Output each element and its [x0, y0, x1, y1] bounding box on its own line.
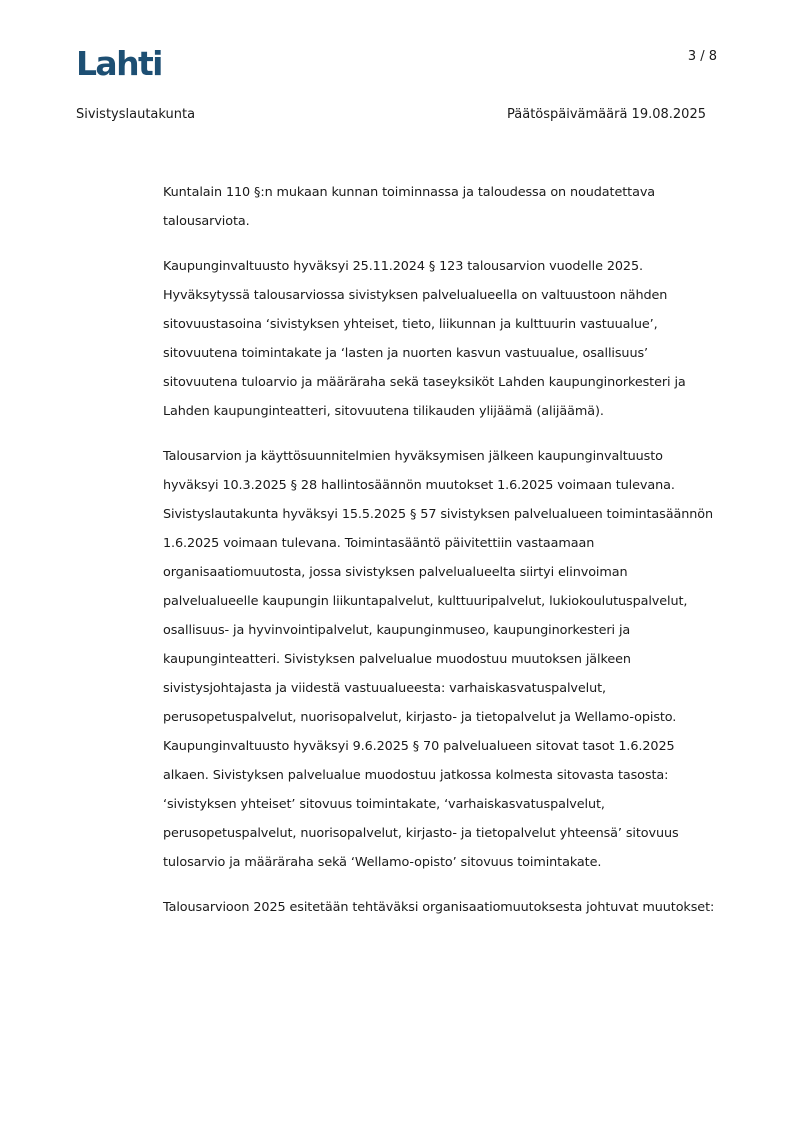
document-body [163, 178, 715, 938]
org-name: Sivistyslautakunta [76, 107, 196, 122]
paragraph-budget-changes: Talousarvioon 2025 esitetään tehtäväksi organisaatiomuutoksesta johtuvat muutokset: [163, 900, 715, 915]
lahti-logo: Lahti [76, 44, 162, 83]
paragraph-budget-approval: Kaupunginvaltuusto hyväksyi 25.11.2024 § 123 talousarvion vuodelle 2025. Hyväksytyssä talousarviossa sivistyksen palvelualueella on valtuustoon nähden sitovuustasoina ‘sivistyksen yhteiset, tieto, liikunnan ja kulttuurin vastuualue’, sitovuutena toimintakate ja ‘lasten ja nuorten kasvun vastuualue, osallisuus’ sitovuutena tuloarvio ja määräraha sekä taseyksiköt Lahden kaupunginorkesteri ja Lahden kaupunginteatteri, sitovuutena tilikauden ylijäämä (alijäämä). [163, 259, 686, 419]
paragraph-municipal-act: Kuntalain 110 §:n mukaan kunnan toiminnassa ja taloudessa on noudatettava talousarviota. [163, 185, 656, 229]
page-number: 3 / 8 [687, 49, 717, 64]
decision-date: Päätöspäivämäärä 19.08.2025 [507, 107, 706, 122]
paragraph-organisation-change: Talousarvion ja käyttösuunnitelmien hyväksymisen jälkeen kaupunginvaltuusto hyväksyi 10.3.2025 § 28 hallintosäännön muutokset 1.6.2025 voimaan tulevana. Sivistyslautakunta hyväksyi 15.5.2025 § 57 sivistyksen palvelualueen toimintasäännön 1.6.2025 voimaan tulevana. Toimintasääntö päivitettiin vastaamaan organisaatiomuutosta, jossa sivistyksen palvelualueelta siirtyi elinvoiman palvelualueelle kaupungin liikuntapalvelut, kulttuuripalvelut, lukiokoulutuspalvelut, osallisuus- ja hyvinvointipalvelut, kaupunginmuseo, kaupunginorkesteri ja kaupunginteatteri. Sivistyksen palvelualue muodostuu muutoksen jälkeen sivistysjohtajasta ja viidestä vastuualueesta: varhaiskasvatuspalvelut, perusopetuspalvelut, nuorisopalvelut, kirjasto- ja tietopalvelut ja Wellamo-opisto. Kaupunginvaltuusto hyväksyi 9.6.2025 § 70 palvelualueen sitovat tasot 1.6.2025 alkaen. Sivistyksen palvelualue muodostuu jatkossa kolmesta sitovasta tasosta: ‘sivistyksen yhteiset’ sitovuus toimintakate, ‘varhaiskasvatuspalvelut, perusopetuspalvelut, nuorisopalvelut, kirjasto- ja tietopalvelut yhteensä’ sitovuus tulosarvio ja määräraha sekä ‘Wellamo-opisto’ sitovuus toimintakate. [163, 449, 713, 870]
